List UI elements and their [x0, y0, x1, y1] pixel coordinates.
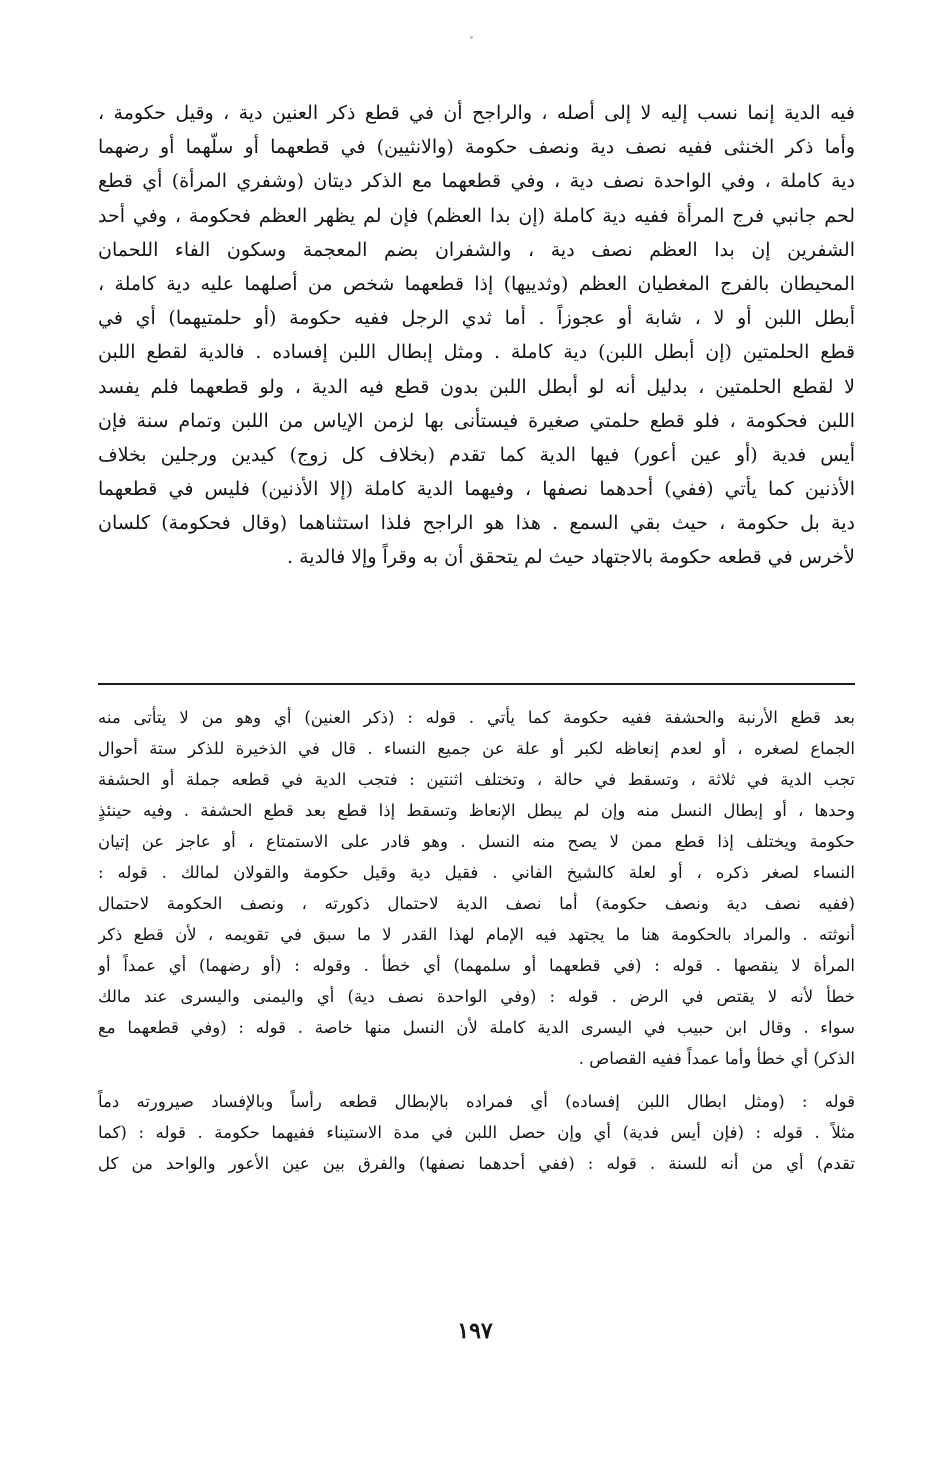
footnote-line: وحدها ، أو إبطال النسل منه وإن لم يبطل الإنعاظ وتسقط إذا قطع بعد قطع الحشفة . وفيه حينئذٍ	[98, 801, 855, 820]
footnotes-block	[98, 702, 855, 1179]
footnote-separator	[98, 683, 855, 685]
main-text-line: وأما ذكر الخنثى ففيه نصف دية ونصف حكومة (والانثيين) في قطعهما أو سلّهما أو رضهما	[98, 136, 855, 159]
main-text-line: لا لقطع الحلمتين ، بدليل أنه لو أبطل اللبن بدون قطع فيه الدية ، ولو قطعهما فلم يفسد	[98, 375, 855, 398]
main-text-line: المحيطان بالفرج المغطيان العظم (وثدييها) إذا قطعهما شخص من أصلهما عليه دية كاملة ،	[98, 272, 855, 295]
footnote-line: المرأة لا ينقصها . قوله : (في قطعهما أو سلمهما) أي خطأ . وقوله : (أو رضهما) أي عمداً أو	[98, 956, 855, 975]
footnote-line: النساء لصغر ذكره ، أو لعلة كالشيخ الفاني . فقيل دية وقيل حكومة والقولان لمالك . قوله :	[98, 863, 855, 882]
main-text-line: دية بل حكومة ، حيث بقي السمع . هذا هو الراجح فلذا استثناهما (وقال فحكومة) كلسان	[98, 512, 855, 535]
footnote-line: تقدم) أي من أنه للسنة . قوله : (ففي أحدهما نصفها) والفرق بين عين الأعور والواحد من كل	[98, 1154, 855, 1173]
main-text-line: لأخرس في قطعه حكومة بالاجتهاد حيث لم يتحقق أن به وقراً وإلا فالدية .	[286, 546, 855, 569]
footnote-line: الجماع لصغره ، أو لعدم إنعاظه لكبر أو علة عن جميع النساء . قال في الذخيرة للذكر ستة أحوال	[98, 739, 855, 758]
main-text-line: دية كاملة ، وفي الواحدة نصف دية ، وفي قطعهما مع الذكر ديتان (وشفري المرأة) أي قطع	[98, 170, 855, 193]
main-text-line: لحم جانبي فرج المرأة ففيه دية كاملة (إن بدا العظم) فإن لم يظهر العظم فحكومة ، وفي أحد	[98, 204, 855, 227]
footnote-line: تجب الدية في ثلاثة ، وتسقط في حالة ، وتختلف اثنتين : فتجب الدية في قطعه جملة أو الحشفة	[98, 770, 855, 789]
main-text-line: الشفرين إن بدا العظم نصف دية ، والشفران بضم المعجمة وسكون الفاء اللحمان	[98, 238, 855, 261]
footnote-line: بعد قطع الأرنبة والحشفة ففيه حكومة كما يأتي . قوله : (ذكر العنين) أي وهو من لا يتأتى منه	[98, 708, 855, 727]
footnote-line: (ففيه نصف دية ونصف حكومة) أما نصف الدية لاحتمال ذكورته ، ونصف الحكومة لاحتمال	[98, 894, 855, 913]
scan-dot-mark	[470, 36, 473, 39]
footnote-line: خطأ لأنه لا يقتص في الرض . قوله : (وفي الواحدة نصف دية) أي واليمنى واليسرى عند مالك	[98, 987, 855, 1006]
footnote-line: سواء . وقال ابن حبيب في اليسرى الدية كاملة لأن النسل منها خاصة . قوله : (وفي قطعهما مع	[98, 1018, 855, 1037]
main-text-line: اللبن فحكومة ، فلو قطع حلمتي صغيرة فيستأنى بها لزمن الإياس من اللبن وتمام سنة فإن	[98, 409, 855, 432]
main-text-line: أيس فدية (أو عين أعور) فيها الدية كما تقدم (بخلاف كل زوج) كيدين ورجلين بخلاف	[98, 443, 855, 466]
main-text-line: قطع الحلمتين (إن أبطل اللبن) دية كاملة . ومثل إبطال اللبن إفساده . فالدية لقطع اللبن	[98, 341, 855, 364]
footnote-line: الذكر) أي خطأ وأما عمداً ففيه القصاص .	[578, 1049, 855, 1068]
main-text-line: الأذنين كما يأتي (ففي) أحدهما نصفها ، وفيهما الدية كاملة (إلا الأذنين) فليس في قطعهما	[98, 478, 855, 501]
paragraph-gap	[98, 1074, 855, 1086]
footnote-line: قوله : (ومثل ابطال اللبن إفساده) أي فمراده بالإبطال قطعه رأساً وبالإفساد صيرورته دماً	[98, 1092, 855, 1111]
footnote-line: أنوثته . والمراد بالحكومة هنا ما يجتهد فيه الإمام لهذا القدر لا ما سبق في تقويمه ، لأن قطع ذكر	[98, 925, 855, 944]
footnote-line: مثلاً . قوله : (فإن أيس فدية) أي وإن حصل اللبن في مدة الاستيناء ففيهما حكومة . قوله : (كما	[98, 1123, 855, 1142]
main-text-line: فيه الدية إنما نسب إليه لا إلى أصله ، والراجح أن في قطع ذكر العنين دية ، وقيل حكومة ،	[98, 102, 855, 124]
page-number: ١٩٧	[457, 1318, 493, 1344]
main-text-line: أبطل اللبن أو لا ، شابة أو عجوزاً . أما ثدي الرجل ففيه حكومة (أو حلمتيهما) أي في	[98, 307, 855, 330]
main-text-block	[98, 96, 855, 575]
footnote-line: حكومة ويختلف إذا قطع ممن لا يصح منه النسل . وهو قادر على الاستمتاع ، أو عاجز عن إتيان	[98, 832, 855, 851]
